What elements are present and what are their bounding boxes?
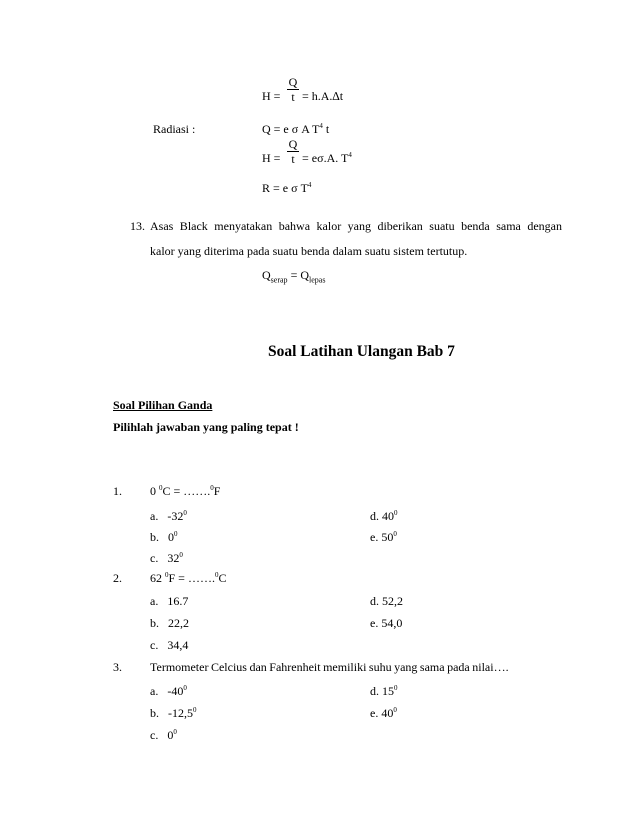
radiasi-label: Radiasi : [153,122,196,136]
option-b[interactable]: b. 22,2 [150,616,189,630]
question-number: 1. [113,484,122,498]
asas-black-equation: $Q_{serap} = Q_{lepas}$ [262,268,326,285]
formula-lhs: H = [262,89,281,103]
option-a[interactable]: a. $-40^0$ [150,684,187,698]
option-e[interactable]: e. $40^0$ [370,706,397,720]
option-a[interactable]: a. $-32^0$ [150,509,187,523]
instruction: Pilihlah jawaban yang paling tepat ! [113,420,299,434]
item-13-line2: kalor yang diterima pada suatu benda dalam suatu sistem tertutup. [150,244,468,258]
option-c[interactable]: c. $32^0$ [150,551,183,565]
section-title: Soal Latihan Ulangan Bab 7 [268,343,455,360]
fraction: Q t [288,75,298,104]
formula-rhs: = h.A.∆t [302,89,344,103]
formula-lhs: H = [262,151,281,165]
option-e[interactable]: e. 54,0 [370,616,403,630]
option-c[interactable]: c. $0^0$ [150,728,177,742]
question-text: 62 $^0$F = …….$^0$C [150,571,227,585]
option-b[interactable]: b. -12,5$^0$ [150,706,197,720]
question-number: 2. [113,571,122,585]
option-c[interactable]: c. 34,4 [150,638,189,652]
formula-rhs: = eσ.A. $T^4$ [302,151,352,165]
formula-radiation-q: Q = e σ A $T^4$ t [262,122,330,136]
subheading: Soal Pilihan Ganda [113,398,213,412]
item-13-number: 13. [130,219,145,233]
option-d[interactable]: d. 52,2 [370,594,403,608]
question-number: 3. [113,660,122,674]
question-text: 0 $^0$C = …….$^0$F [150,484,221,498]
option-e[interactable]: e. $50^0$ [370,530,397,544]
item-13-line1: Asas Black menyatakan bahwa kalor yang diberikan suatu benda sama dengan [150,219,562,233]
option-d[interactable]: d. $40^0$ [370,509,398,523]
formula-radiation-r: R = e σ $T^4$ [262,181,312,195]
fraction: Q t [288,137,298,166]
option-a[interactable]: a. 16.7 [150,594,189,608]
question-text: Termometer Celcius dan Fahrenheit memiliki suhu yang sama pada nilai…. [150,660,509,674]
option-d[interactable]: d. $15^0$ [370,684,398,698]
option-b[interactable]: b. $0^0$ [150,530,178,544]
